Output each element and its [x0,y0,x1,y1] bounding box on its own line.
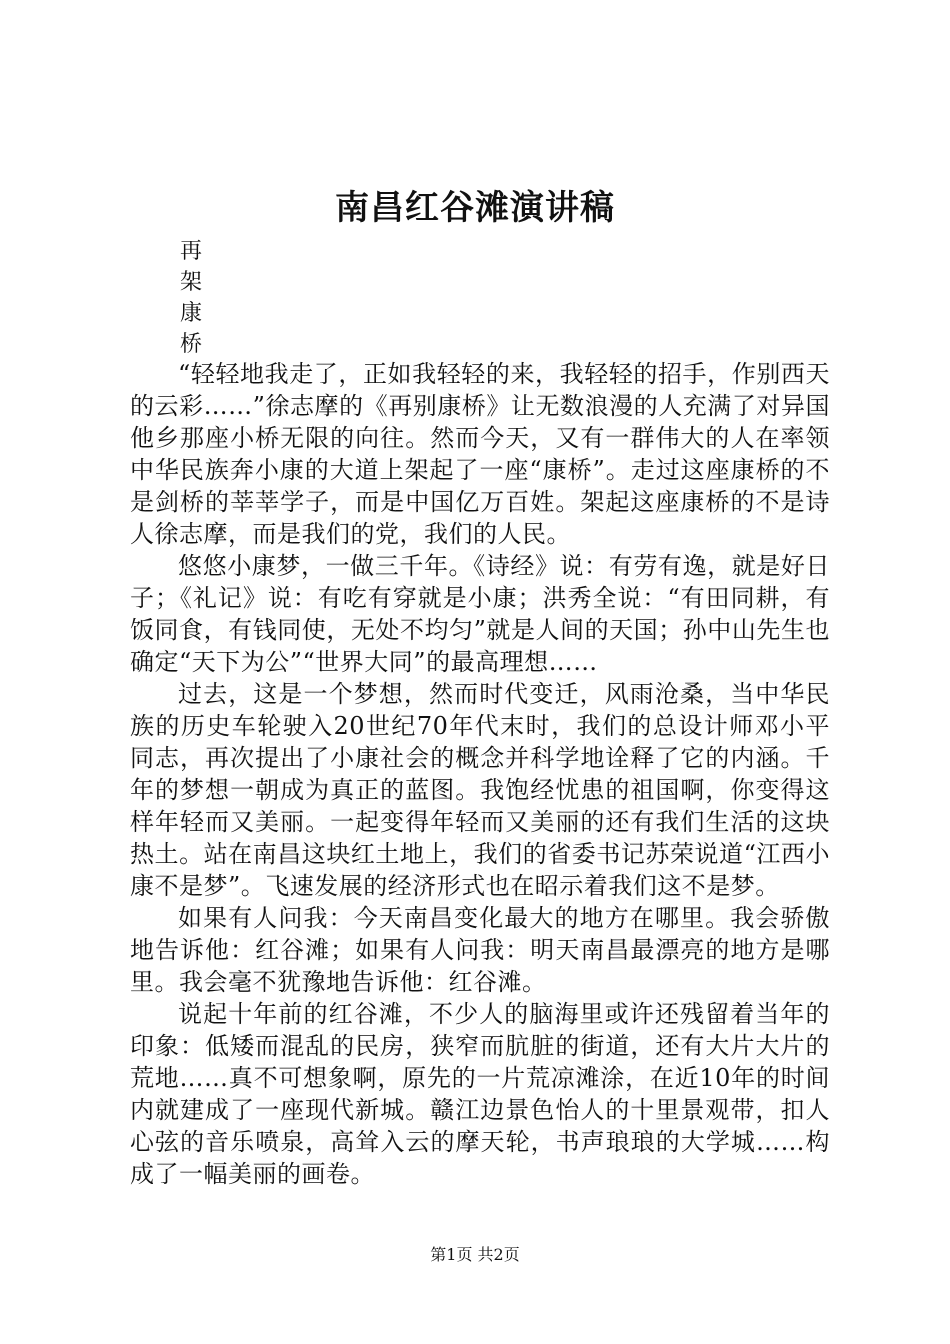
paragraph: 过去，这是一个梦想，然而时代变迁，风雨沧桑，当中华民族的历史车轮驶入20世纪70年代末时，我们的总设计师邓小平同志，再次提出了小康社会的概念并科学地诠释了它的内涵。千年的梦想一朝成为真正的蓝图。我饱经忧患的祖国啊，你变得这样年轻而又美丽。一起变得年轻而又美丽的还有我们生活的这块热土。站在南昌这块红土地上，我们的省委书记苏荣说道“江西小康不是梦”。飞速发展的经济形式也在昭示着我们这不是梦。 [130,680,830,900]
subtitle-char: 桥 [180,332,203,357]
page-footer: 第1页 共2页 [430,1245,520,1264]
document-title: 南昌红谷滩演讲稿 [335,188,615,228]
body-text [130,358,830,1190]
paragraph: 说起十年前的红谷滩，不少人的脑海里或许还残留着当年的印象：低矮而混乱的民房，狭窄而肮脏的街道，还有大片大片的荒地……真不可想象啊，原先的一片荒凉滩涂，在近10年的时间内就建成了一座现代新城。赣江边景色怡人的十里景观带，扣人心弦的音乐喷泉，高耸入云的摩天轮，书声琅琅的大学城……构成了一幅美丽的画卷。 [130,1000,830,1188]
subtitle-char: 康 [180,301,203,326]
paragraph: “轻轻地我走了，正如我轻轻的来，我轻轻的招手，作别西天的云彩……”徐志摩的《再别康桥》让无数浪漫的人充满了对异国他乡那座小桥无限的向往。然而今天，又有一群伟大的人在率领中华民族奔小康的大道上架起了一座“康桥”。走过这座康桥的不是剑桥的莘莘学子，而是中国亿万百姓。架起这座康桥的不是诗人徐志摩，而是我们的党，我们的人民。 [130,360,830,548]
vertical-subtitle [180,236,210,360]
subtitle-char: 再 [180,239,203,264]
paragraph: 如果有人问我：今天南昌变化最大的地方在哪里。我会骄傲地告诉他：红谷滩；如果有人问我：明天南昌最漂亮的地方是哪里。我会毫不犹豫地告诉他：红谷滩。 [130,904,830,996]
subtitle-char: 架 [180,270,203,295]
paragraph: 悠悠小康梦，一做三千年。《诗经》说：有劳有逸，就是好日子；《礼记》说：有吃有穿就是小康；洪秀全说：“有田同耕，有饭同食，有钱同使，无处不均匀”就是人间的天国；孙中山先生也确定“天下为公”“世界大同”的最高理想…… [130,552,830,676]
